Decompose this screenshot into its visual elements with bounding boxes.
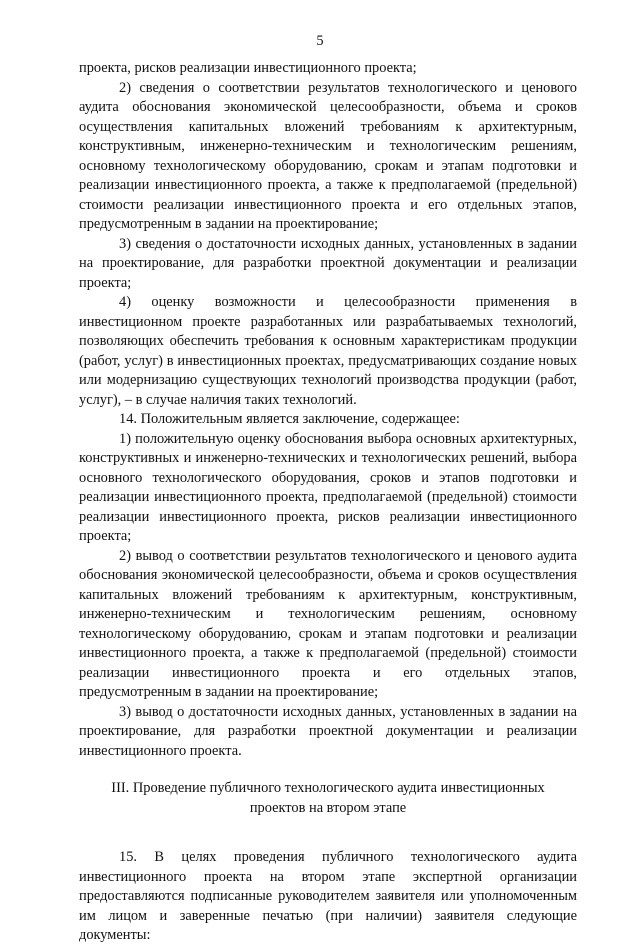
document-body (79, 59, 577, 946)
paragraph-continuation: проекта, рисков реализации инвестиционного проекта; (79, 60, 417, 76)
paragraph-14-item-3: 3) вывод о достаточности исходных данных, установленных в задании на проектирование, для разработки проектной документации и реализации инвестиционного проекта. (79, 703, 577, 759)
paragraph-14-item-2: 2) вывод о соответствии результатов технологического и ценового аудита обоснования экономической целесообразности, объема и сроков осуществления капитальных вложений требованиям к архитектурным, конструктивным, инженерно-техническим и технологическим решениям, основному технологическому оборудованию, срокам и этапам подготовки и реализации инвестиционного проекта, а также к предполагаемой (предельной) стоимости реализации инвестиционного проекта и его отдельных этапов, предусмотренным в задании на проектирование; (79, 547, 577, 700)
paragraph-14: 14. Положительным является заключение, содержащее: (119, 411, 460, 427)
section-heading (79, 779, 577, 818)
paragraph-14-item-1: 1) положительную оценку обоснования выбора основных архитектурных, конструктивных и инженерно-технических и технологических решений, выбора основного технологического оборудования, сроков и этапов подготовки и реализации инвестиционного проекта, предполагаемой (предельной) стоимости реализации инвестиционного проекта, рисков реализации инвестиционного проекта; (79, 430, 577, 544)
page-number: 5 (316, 33, 324, 49)
section-heading-line-2: проектов на втором этапе (249, 799, 407, 816)
spacer (79, 761, 577, 779)
paragraph-13-item-4: 4) оценку возможности и целесообразности применения в инвестиционном проекте разработанных или разрабатываемых технологий, позволяющих обеспечить требования к основным характеристикам продукции (работ, услуг) в инвестиционных проектах, предусматривающих создание новых или модернизацию существующих технологий производства продукции (работ, услуг), – в случае наличия таких технологий. (79, 294, 577, 408)
section-heading-line-1: III. Проведение публичного технологического аудита инвестиционных (111, 780, 545, 796)
paragraph-15: 15. В целях проведения публичного технологического аудита инвестиционного проекта на втором этапе экспертной организации предоставляются подписанные руководителем заявителя или уполномоченным им лицом и заверенные печатью (при наличии) заявителя следующие документы: (79, 849, 577, 943)
spacer (79, 818, 577, 848)
paragraph-13-item-3: 3) сведения о достаточности исходных данных, установленных в задании на проектирование, для разработки проектной документации и реализации проекта; (79, 235, 577, 291)
paragraph-13-item-2: 2) сведения о соответствии результатов технологического и ценового аудита обоснования экономической целесообразности, объема и сроков осуществления капитальных вложений требованиям к архитектурным, конструктивным, инженерно-техническим и технологическим решениям, основному технологическому оборудованию, срокам и этапам подготовки и реализации инвестиционного проекта, а также к предполагаемой (предельной) стоимости реализации инвестиционного проекта и его отдельных этапов, предусмотренным в задании на проектирование; (79, 79, 577, 232)
